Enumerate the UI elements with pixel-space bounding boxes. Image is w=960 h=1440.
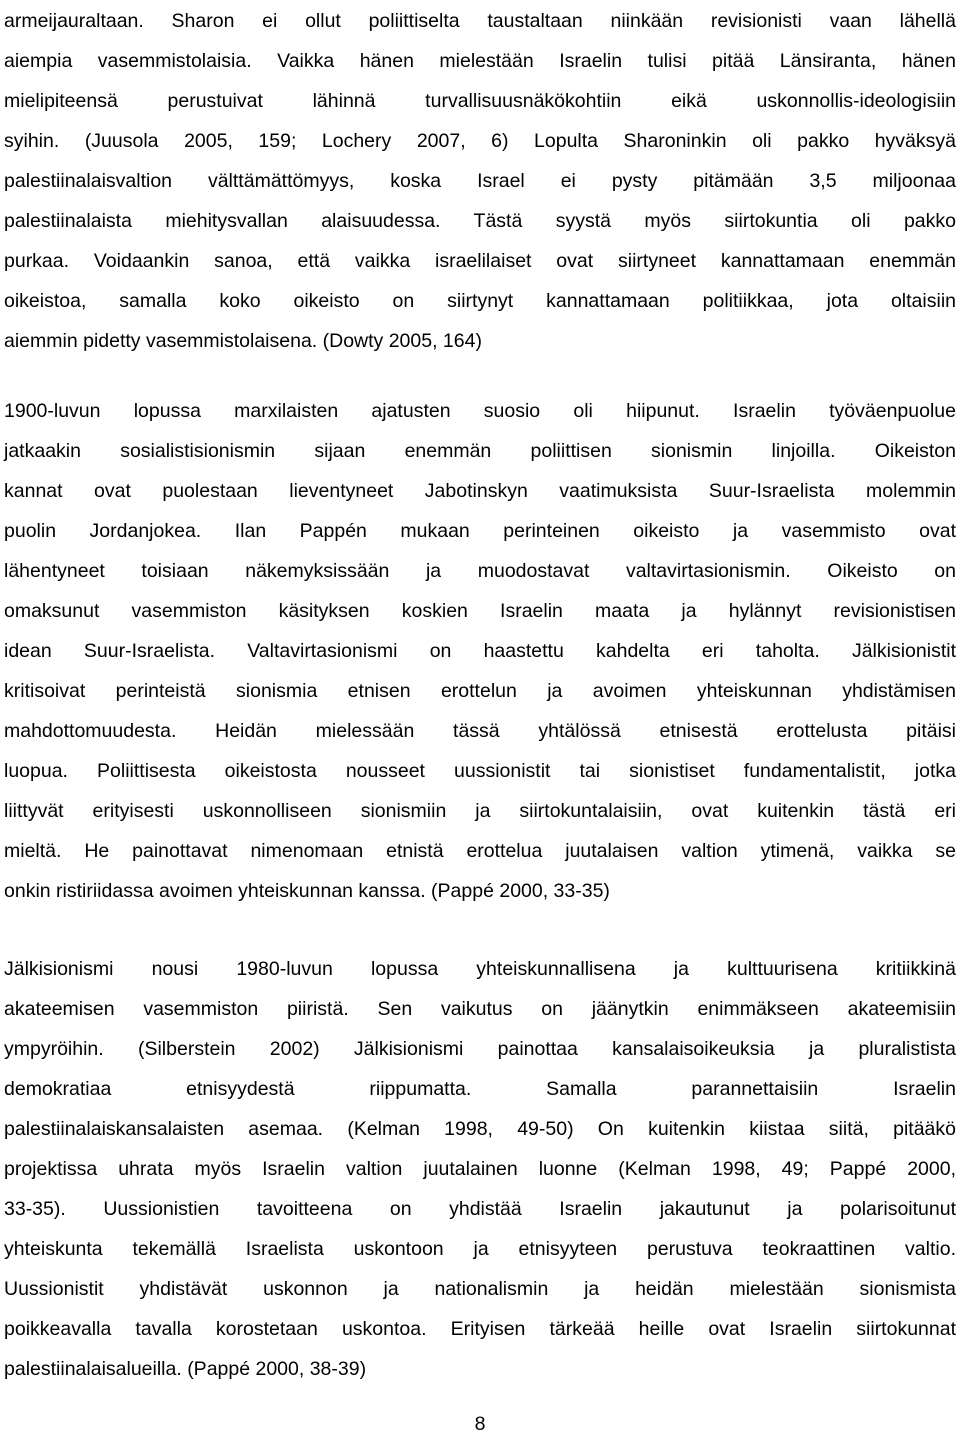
text-line: idean Suur-Israelista. Valtavirtasionismi on haastettu kahdelta eri taholta. Jälkisionistit <box>4 640 956 662</box>
text-line: Jälkisionismi nousi 1980-luvun lopussa yhteiskunnallisena ja kulttuurisena kritiikkinä <box>4 958 956 980</box>
text-line: Uussionistit yhdistävät uskonnon ja nationalismin ja heidän mielestään sionismista <box>4 1278 956 1300</box>
text-line: lähentyneet toisiaan näkemyksissään ja muodostavat valtavirtasionismin. Oikeisto on <box>4 560 956 582</box>
paragraph-sharon <box>4 1 956 361</box>
text-line: 1900-luvun lopussa marxilaisten ajatusten suosio oli hiipunut. Israelin työväenpuolue <box>4 400 956 422</box>
page-number: 8 <box>474 1413 486 1435</box>
text-line: onkin ristiriidassa avoimen yhteiskunnan kanssa. (Pappé 2000, 33-35) <box>4 880 610 902</box>
text-line: demokratiaa etnisyydestä riippumatta. Samalla parannettaisiin Israelin <box>4 1078 956 1100</box>
text-line: palestiinalaiskansalaisten asemaa. (Kelman 1998, 49-50) On kuitenkin kiistaa siitä, pitääkö <box>4 1118 956 1140</box>
text-line: armeijauraltaan. Sharon ei ollut poliittiselta taustaltaan niinkään revisionisti vaan lähellä <box>4 10 956 32</box>
text-line: mieltä. He painottavat nimenomaan etnistä erottelua juutalaisen valtion ytimenä, vaikka se <box>4 840 956 862</box>
text-line: oikeistoa, samalla koko oikeisto on siirtynyt kannattamaan politiikkaa, jota oltaisiin <box>4 290 956 312</box>
text-line: mahdottomuudesta. Heidän mielessään tässä yhtälössä etnisestä erottelusta pitäisi <box>4 720 956 742</box>
text-line: liittyvät erityisesti uskonnolliseen sionismiin ja siirtokuntalaisiin, ovat kuitenkin tästä eri <box>4 800 956 822</box>
text-line: palestiinalaista miehitysvallan alaisuudessa. Tästä syystä myös siirtokuntia oli pakko <box>4 210 956 232</box>
text-line: aiempia vasemmistolaisia. Vaikka hänen mielestään Israelin tulisi pitää Länsiranta, hänen <box>4 50 956 72</box>
text-line: palestiinalaisalueilla. (Pappé 2000, 38-39) <box>4 1358 367 1380</box>
text-line: kritisoivat perinteistä sionismia etnisen erottelun ja avoimen yhteiskunnan yhdistämisen <box>4 680 956 702</box>
text-line: purkaa. Voidaankin sanoa, että vaikka israelilaiset ovat siirtyneet kannattamaan enemmän <box>4 250 956 272</box>
text-line: luopua. Poliittisesta oikeistosta nousseet uussionistit tai sionistiset fundamentalistit, jotka <box>4 760 956 782</box>
paragraph-post-zionism <box>4 949 956 1389</box>
text-line: syihin. (Juusola 2005, 159; Lochery 2007, 6) Lopulta Sharoninkin oli pakko hyväksyä <box>4 130 956 152</box>
text-line: jatkaakin sosialistisionismin sijaan enemmän poliittisen sionismin linjoilla. Oikeiston <box>4 440 956 462</box>
paragraph-mainstream-zionism <box>4 391 956 911</box>
text-line: 33-35). Uussionistien tavoitteena on yhdistää Israelin jakautunut ja polarisoitunut <box>4 1198 956 1220</box>
text-line: ympyröihin. (Silberstein 2002) Jälkisionismi painottaa kansalaisoikeuksia ja pluralistista <box>4 1038 956 1060</box>
text-line: kannat ovat puolestaan lieventyneet Jabotinskyn vaatimuksista Suur-Israelista molemmin <box>4 480 956 502</box>
text-line: projektissa uhrata myös Israelin valtion juutalainen luonne (Kelman 1998, 49; Pappé 2000, <box>4 1158 956 1180</box>
text-line: mielipiteensä perustuivat lähinnä turvallisuusnäkökohtiin eikä uskonnollis-ideologisiin <box>4 90 956 112</box>
text-line: aiemmin pidetty vasemmistolaisena. (Dowty 2005, 164) <box>4 330 482 352</box>
text-line: yhteiskunta tekemällä Israelista uskontoon ja etnisyyteen perustuva teokraattinen valtio. <box>4 1238 956 1260</box>
text-line: puolin Jordanjokea. Ilan Pappén mukaan perinteinen oikeisto ja vasemmisto ovat <box>4 520 956 542</box>
text-line: omaksunut vasemmiston käsityksen koskien Israelin maata ja hylännyt revisionistisen <box>4 600 956 622</box>
text-line: akateemisen vasemmiston piiristä. Sen vaikutus on jäänytkin enimmäkseen akateemisiin <box>4 998 956 1020</box>
text-line: palestiinalaisvaltion välttämättömyys, koska Israel ei pysty pitämään 3,5 miljoonaa <box>4 170 956 192</box>
text-line: poikkeavalla tavalla korostetaan uskontoa. Erityisen tärkeää heille ovat Israelin siirtokunnat <box>4 1318 956 1340</box>
